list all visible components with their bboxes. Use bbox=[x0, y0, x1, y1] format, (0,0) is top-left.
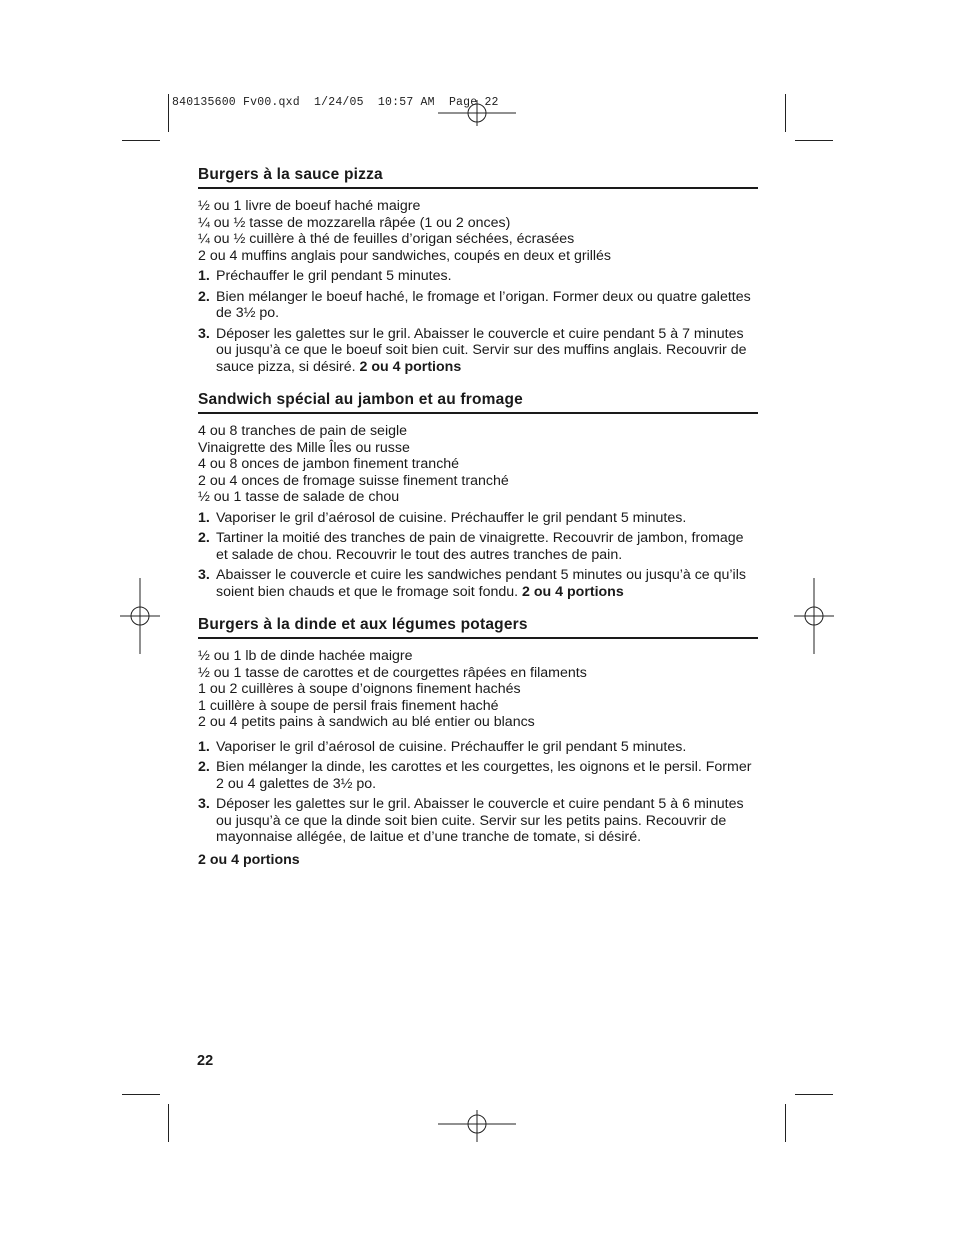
ingredient: Vinaigrette des Mille Îles ou russe bbox=[198, 439, 410, 456]
recipe-burgers-pizza bbox=[198, 166, 758, 375]
step-text: Déposer les galettes sur le gril. Abaisser le couvercle et cuire pendant 5 à 7 minutes ou jusqu’à ce que le boeuf soit bien cuit. Servir sur des muffins anglais. Recouvrir de sauce pizza, si désiré. bbox=[216, 325, 747, 375]
ingredient: ½ ou 1 tasse de carottes et de courgettes râpées en filaments bbox=[198, 664, 587, 681]
ingredient: 1 ou 2 cuillères à soupe d’oignons finement hachés bbox=[198, 681, 521, 697]
step bbox=[198, 796, 758, 846]
crop-mark bbox=[122, 140, 160, 141]
recipe-ham-cheese-sandwich bbox=[198, 391, 758, 600]
crop-mark bbox=[785, 1104, 786, 1142]
servings: 2 ou 4 portions bbox=[198, 851, 300, 868]
servings: 2 ou 4 portions bbox=[359, 358, 462, 375]
step-number: 1. bbox=[198, 509, 210, 526]
step-text: Vaporiser le gril d’aérosol de cuisine. Préchauffer le gril pendant 5 minutes. bbox=[216, 509, 687, 526]
crop-mark bbox=[122, 1094, 160, 1095]
step-text: Abaisser le couvercle et cuire les sandwiches pendant 5 minutes ou jusqu’à ce qu’ils soient bien chauds et que le fromage soit fondu. bbox=[216, 567, 746, 600]
ingredient: 4 ou 8 onces de jambon finement tranché bbox=[198, 456, 460, 472]
recipes-column bbox=[198, 166, 758, 884]
step-text: Vaporiser le gril d’aérosol de cuisine. Préchauffer le gril pendant 5 minutes. bbox=[216, 738, 687, 755]
printer-slug: 840135600 Fv00.qxd 1/24/05 10:57 AM Page 22 bbox=[172, 96, 499, 109]
step-text: Tartiner la moitié des tranches de pain de vinaigrette. Recouvrir de jambon, fromage et salade de chou. Recouvrir le tout des autres tranches de pain. bbox=[216, 530, 744, 563]
ingredient: 4 ou 8 tranches de pain de seigle bbox=[198, 423, 408, 439]
step-list bbox=[198, 268, 758, 375]
ingredient: ¼ ou ½ tasse de mozzarella râpée (1 ou 2 onces) bbox=[198, 214, 511, 231]
step bbox=[198, 268, 758, 285]
step-list bbox=[198, 510, 758, 601]
step-number: 3. bbox=[198, 325, 210, 342]
step-number: 2. bbox=[198, 759, 210, 775]
ingredient: 2 ou 4 muffins anglais pour sandwiches, coupés en deux et grillés bbox=[198, 247, 612, 264]
crop-mark bbox=[795, 1094, 833, 1095]
ingredient-list bbox=[198, 198, 758, 264]
step-list bbox=[198, 739, 758, 846]
step bbox=[198, 530, 758, 563]
step-number: 3. bbox=[198, 796, 210, 812]
step bbox=[198, 759, 758, 792]
recipe-turkey-vegetable-burgers bbox=[198, 616, 758, 868]
crop-mark bbox=[168, 1104, 169, 1142]
crop-mark bbox=[795, 140, 833, 141]
step-text: Bien mélanger le boeuf haché, le fromage et l’origan. Former deux ou quatre galettes de 3½ po. bbox=[216, 288, 751, 321]
ingredient: 2 ou 4 onces de fromage suisse finement tranché bbox=[198, 472, 509, 489]
recipe-title: Burgers à la dinde et aux légumes potagers bbox=[198, 616, 758, 639]
registration-mark bbox=[120, 578, 160, 654]
ingredient-list bbox=[198, 648, 758, 731]
ingredient: ½ ou 1 lb de dinde hachée maigre bbox=[198, 648, 413, 664]
step-number: 1. bbox=[198, 738, 210, 755]
registration-mark bbox=[438, 100, 516, 126]
ingredient-list bbox=[198, 423, 758, 506]
ingredient: ½ ou 1 tasse de salade de chou bbox=[198, 489, 400, 505]
step bbox=[198, 510, 758, 527]
step-text: Préchauffer le gril pendant 5 minutes. bbox=[216, 268, 452, 284]
step-text: Déposer les galettes sur le gril. Abaisser le couvercle et cuire pendant 5 à 6 minutes ou jusqu’à ce que la dinde soit bien cuite. Servir sur les petits pains. Recouvrir de mayonnaise allégée, de laitue et d’une tranche de tomate, si désiré. bbox=[216, 796, 744, 845]
crop-mark bbox=[785, 94, 786, 132]
step-number: 2. bbox=[198, 288, 210, 305]
step-number: 1. bbox=[198, 268, 210, 284]
step bbox=[198, 739, 758, 756]
recipe-title: Burgers à la sauce pizza bbox=[198, 166, 758, 189]
step bbox=[198, 289, 758, 322]
step bbox=[198, 567, 758, 600]
ingredient: ¼ ou ½ cuillère à thé de feuilles d’origan séchées, écrasées bbox=[198, 231, 575, 247]
ingredient: 1 cuillère à soupe de persil frais finement haché bbox=[198, 697, 499, 714]
registration-mark bbox=[794, 578, 834, 654]
recipe-title: Sandwich spécial au jambon et au fromage bbox=[198, 391, 758, 414]
crop-mark bbox=[168, 94, 169, 132]
step-number: 2. bbox=[198, 530, 210, 546]
ingredient: 2 ou 4 petits pains à sandwich au blé entier ou blancs bbox=[198, 714, 535, 730]
ingredient: ½ ou 1 livre de boeuf haché maigre bbox=[198, 198, 421, 214]
step bbox=[198, 326, 758, 376]
servings: 2 ou 4 portions bbox=[522, 583, 624, 600]
page-number: 22 bbox=[197, 1053, 214, 1069]
registration-mark bbox=[438, 1110, 516, 1142]
step-number: 3. bbox=[198, 567, 210, 583]
step-text: Bien mélanger la dinde, les carottes et les courgettes, les oignons et le persil. Former 2 ou 4 galettes de 3½ po. bbox=[216, 759, 752, 792]
